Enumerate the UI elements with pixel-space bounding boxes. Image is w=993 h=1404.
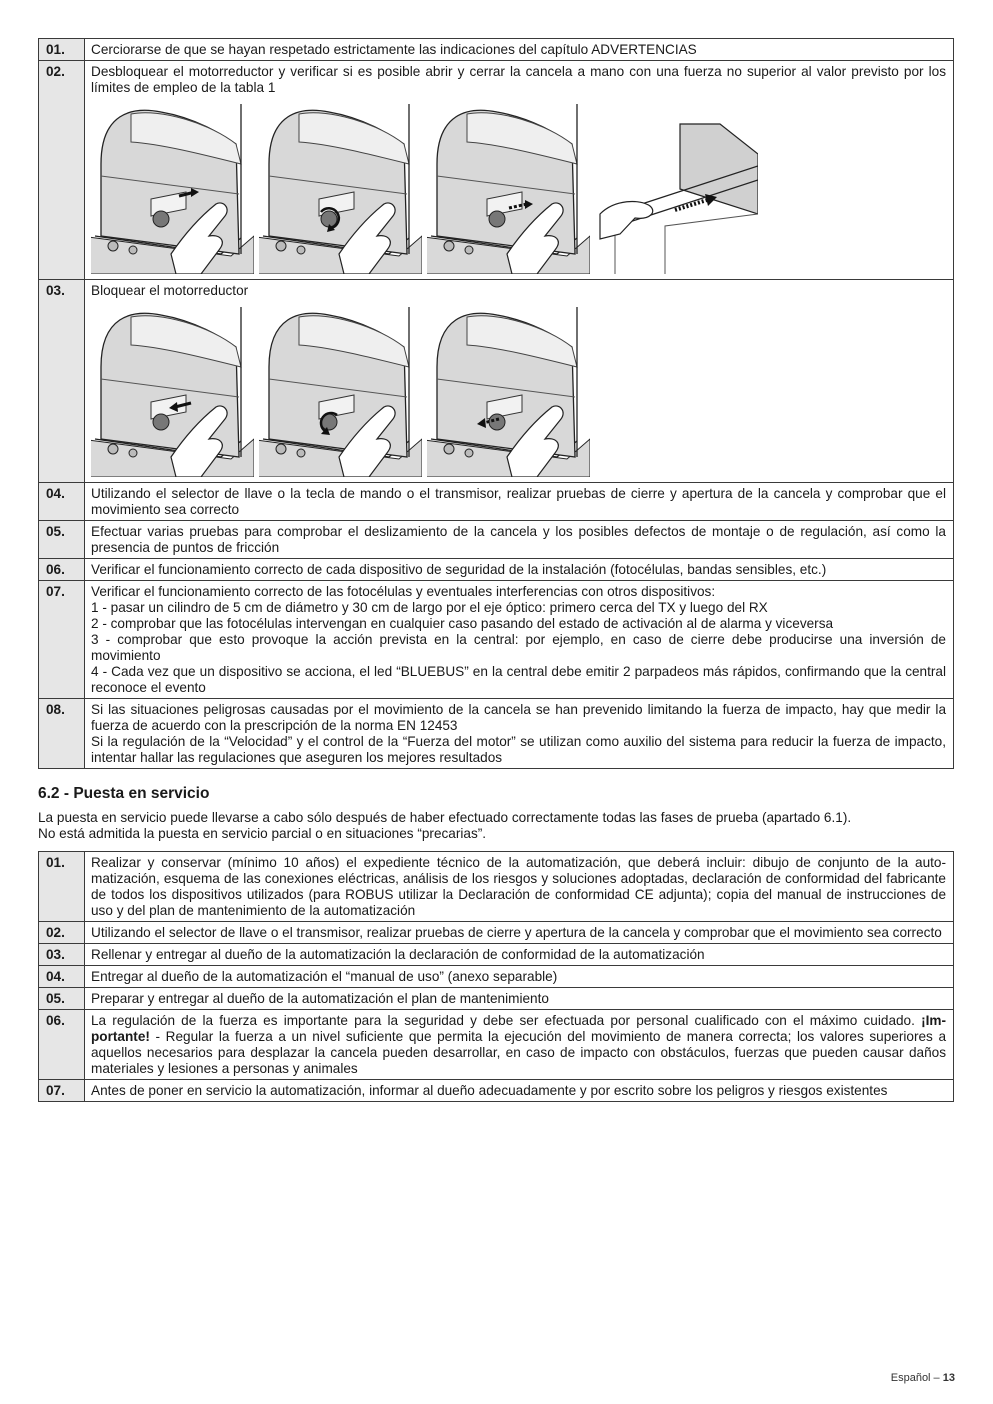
testing-steps-table [38, 38, 954, 769]
table-row [39, 922, 954, 944]
section-title: 6.2 - Puesta en servicio [38, 785, 210, 802]
table-row [39, 521, 954, 559]
step-text: Desbloquear el motorreductor y verificar si es posible abrir y cerrar la cancela a mano con una fuerza no superior al valor previsto por los límites de empleo de la tabla 1 [91, 64, 946, 95]
step-text-part: La regulación de la fuerza es importante para la seguridad y debe ser efectuada por personal cualificado con el máximo cuidado. [91, 1013, 922, 1028]
important-label: ¡Im-portante! [91, 1013, 946, 1044]
intro-line: La puesta en servicio puede llevarse a cabo sólo después de haber efectuado correctamente todas las fases de prueba (apartado 6.1). [38, 810, 852, 825]
step-number: 07. [39, 581, 85, 699]
table-row [39, 988, 954, 1010]
unlock-illustration-1 [91, 104, 254, 274]
step-number: 02. [39, 61, 85, 280]
step-text: Utilizando el selector de llave o el transmisor, realizar pruebas de cierre y apertura de la cancela y comprobar que el movimiento sea correcto [85, 922, 954, 944]
step-text-line: 4 - Cada vez que un dispositivo se acciona, el led “BLUEBUS” en la central debe emitir 2 parpadeos más rápidos, confirmando que la central reconoce el evento [91, 664, 946, 695]
table-row [39, 581, 954, 699]
intro-line: No está admitida la puesta en servicio parcial o en situaciones “precarias”. [38, 826, 487, 841]
step-text: Entregar al dueño de la automatización el “manual de uso” (anexo separable) [85, 966, 954, 988]
step-text: Verificar el funcionamiento correcto de cada dispositivo de seguridad de la instalación (fotocélulas, bandas sensibles, etc.) [85, 559, 954, 581]
step-number: 01. [39, 39, 85, 61]
lock-illustration-1 [91, 307, 254, 477]
gate-push-illustration [595, 104, 758, 274]
table-row [39, 483, 954, 521]
step-text: Rellenar y entregar al dueño de la automatización la declaración de conformidad de la automatización [85, 944, 954, 966]
table-row [39, 1080, 954, 1102]
step-number: 05. [39, 521, 85, 559]
page-footer [891, 1372, 955, 1384]
page-content [38, 38, 954, 1102]
step-text [85, 1010, 954, 1080]
step-text: Utilizando el selector de llave o la tecla de mando o el transmisor, realizar pruebas de cierre y apertura de la cancela y comprobar que el movimiento sea correcto [85, 483, 954, 521]
step-number: 03. [39, 280, 85, 483]
step-number: 04. [39, 966, 85, 988]
step-text-line: 3 - comprobar que esto provoque la acción prevista en la central: por ejemplo, en caso de cierre debe producirse una inversión de movimiento [91, 632, 946, 663]
step-number: 02. [39, 922, 85, 944]
step-number: 03. [39, 944, 85, 966]
step-number: 04. [39, 483, 85, 521]
step-number: 01. [39, 852, 85, 922]
step-text-line: Si las situaciones peligrosas causadas por el movimiento de la cancela se han prevenido limitando la fuerza de impacto, hay que medir la fuerza de acuerdo con la prescripción de la norma EN 12453 [91, 702, 946, 733]
unlock-illustration-2 [259, 104, 422, 274]
table-row [39, 966, 954, 988]
step-number: 05. [39, 988, 85, 1010]
footer-language: Español – [890, 1372, 940, 1384]
step-text-line: Verificar el funcionamiento correcto de las fotocélulas y eventuales interferencias con otros dispositivos: [91, 584, 716, 599]
step-number: 08. [39, 699, 85, 769]
step-text: Realizar y conservar (mínimo 10 años) el expediente técnico de la automatización, que deberá incluir: dibujo de conjunto de la auto-matización, esquema de las conexiones eléctricas, análisis de los riesgos y soluciones adoptadas, declaración de conformidad del fabricante de todos los dispositivos utilizados (para ROBUS utilizar la Declaración de conformidad CE adjunta); copia del manual de instrucciones de uso y del plan de mantenimiento de la automatización [85, 852, 954, 922]
table-row [39, 280, 954, 483]
lock-illustrations [91, 307, 946, 477]
table-row [39, 944, 954, 966]
step-text: Efectuar varias pruebas para comprobar el deslizamiento de la cancela y los posibles defectos de montaje o de regulación, así como la presencia de puntos de fricción [85, 521, 954, 559]
step-text-line: Si la regulación de la “Velocidad” y el control de la “Fuerza del motor” se utilizan como auxilio del sistema para reducir la fuerza de impacto, intentar hallar las regulaciones que aseguren los mejores resultados [91, 734, 946, 765]
section-intro [38, 810, 954, 842]
page-number: 13 [942, 1372, 955, 1384]
step-text: Bloquear el motorreductor [91, 283, 249, 298]
step-text-line: 2 - comprobar que las fotocélulas intervengan en cualquier caso pasando del estado de activación al de alarma y viceversa [91, 616, 834, 631]
step-text-part: - Regular la fuerza a un nivel suficiente que permita la ejecución del movimiento de manera correcta; los valores superiores a aquellos necesarios para desplazar la cancela pueden desarrollar, en caso de impacto con obstáculos, fuerzas que pueden causar daños materiales y lesiones a personas y animales [91, 1029, 946, 1076]
table-row [39, 61, 954, 280]
step-number: 07. [39, 1080, 85, 1102]
table-row [39, 39, 954, 61]
unlock-illustration-3 [427, 104, 590, 274]
step-text: Antes de poner en servicio la automatización, informar al dueño adecuadamente y por escrito sobre los peligros y riesgos existentes [85, 1080, 954, 1102]
table-row [39, 559, 954, 581]
step-text: Preparar y entregar al dueño de la automatización el plan de mantenimiento [85, 988, 954, 1010]
step-text-line: 1 - pasar un cilindro de 5 cm de diámetro y 30 cm de largo por el eje óptico: primero cerca del TX y luego del RX [91, 600, 768, 615]
table-row [39, 699, 954, 769]
commissioning-steps-table [38, 851, 954, 1102]
step-number: 06. [39, 1010, 85, 1080]
lock-illustration-2 [259, 307, 422, 477]
step-text: Cerciorarse de que se hayan respetado estrictamente las indicaciones del capítulo ADVERTENCIAS [85, 39, 954, 61]
table-row [39, 1010, 954, 1080]
lock-illustration-3 [427, 307, 590, 477]
step-number: 06. [39, 559, 85, 581]
unlock-illustrations [91, 104, 946, 274]
table-row [39, 852, 954, 922]
